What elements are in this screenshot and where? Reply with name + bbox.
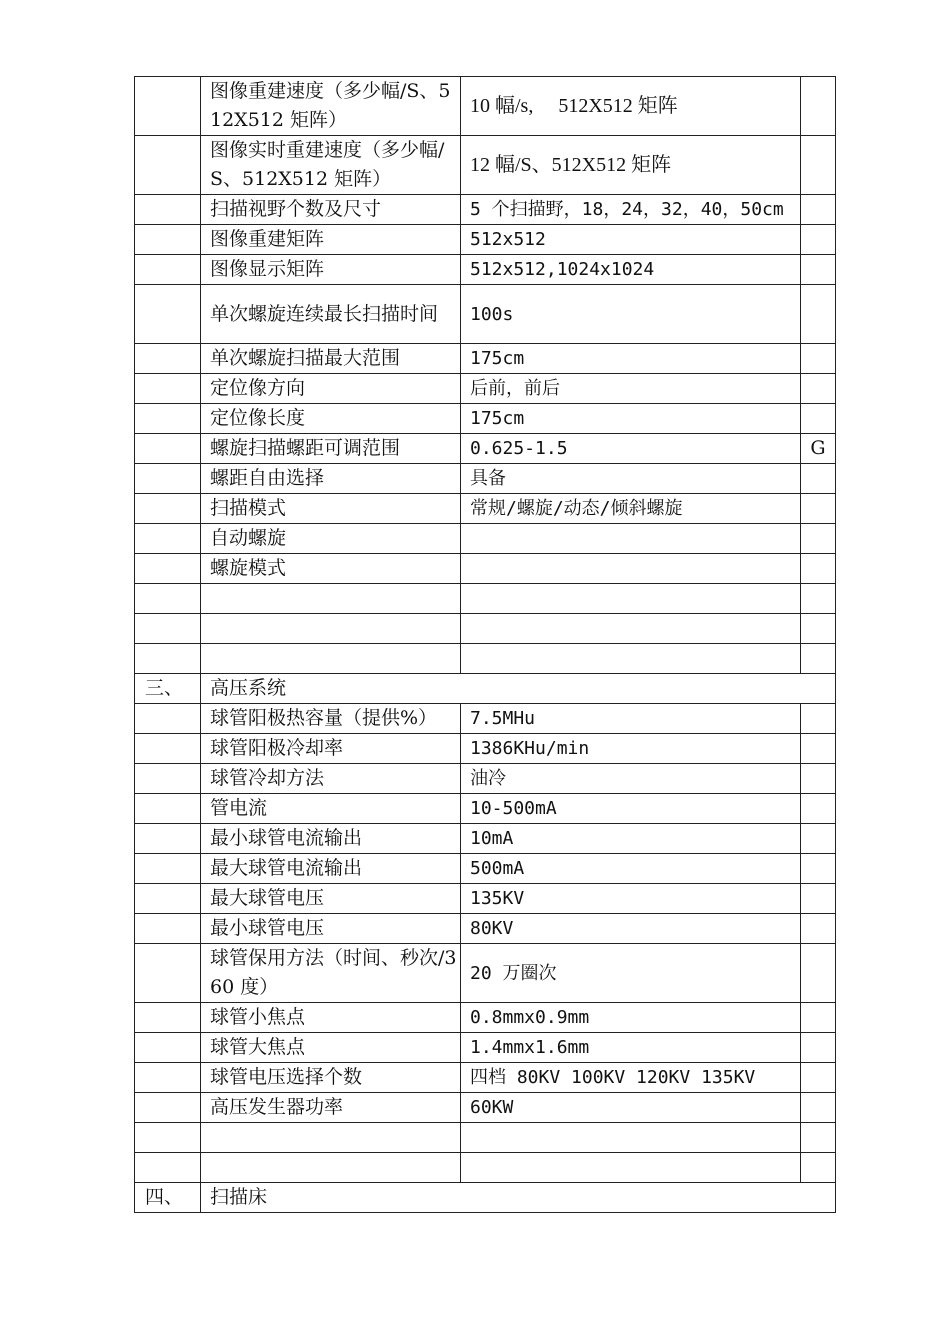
row-number-cell xyxy=(135,1003,201,1033)
row-number-cell xyxy=(135,1063,201,1093)
row-number-cell xyxy=(135,584,201,614)
row-number-cell xyxy=(135,1153,201,1183)
row-number-cell xyxy=(135,824,201,854)
row-number-cell xyxy=(135,854,201,884)
flag-cell: G xyxy=(801,434,836,464)
parameter-cell: 最大球管电压 xyxy=(201,884,461,914)
flag-cell xyxy=(801,136,836,195)
value-cell xyxy=(461,614,801,644)
flag-cell xyxy=(801,884,836,914)
row-number-cell xyxy=(135,464,201,494)
value-cell: 10 幅/s, 512X512 矩阵 xyxy=(461,77,801,136)
parameter-cell: 球管阳极热容量（提供%） xyxy=(201,704,461,734)
row-number-cell xyxy=(135,344,201,374)
table-row xyxy=(135,1123,836,1153)
value-cell: 135KV xyxy=(461,884,801,914)
row-number-cell xyxy=(135,225,201,255)
value-cell xyxy=(461,1123,801,1153)
parameter-cell: 最大球管电流输出 xyxy=(201,854,461,884)
row-number-cell xyxy=(135,794,201,824)
value-cell: 后前，前后 xyxy=(461,374,801,404)
value-cell: 7.5MHu xyxy=(461,704,801,734)
flag-cell xyxy=(801,374,836,404)
table-row xyxy=(135,884,836,914)
table-row xyxy=(135,344,836,374)
value-cell: 100s xyxy=(461,285,801,344)
value-cell: 12 幅/S、512X512 矩阵 xyxy=(461,136,801,195)
parameter-cell: 球管阳极冷却率 xyxy=(201,734,461,764)
flag-cell xyxy=(801,344,836,374)
parameter-cell: 球管冷却方法 xyxy=(201,764,461,794)
value-cell: 20 万圈次 xyxy=(461,944,801,1003)
flag-cell xyxy=(801,794,836,824)
row-number-cell xyxy=(135,285,201,344)
parameter-cell: 球管保用方法（时间、秒次/360 度） xyxy=(201,944,461,1003)
row-number-cell xyxy=(135,704,201,734)
parameter-cell: 图像实时重建速度（多少幅/S、512X512 矩阵） xyxy=(201,136,461,195)
parameter-cell: 单次螺旋连续最长扫描时间 xyxy=(201,285,461,344)
flag-cell xyxy=(801,764,836,794)
table-row xyxy=(135,464,836,494)
table-row xyxy=(135,554,836,584)
table-row xyxy=(135,1063,836,1093)
flag-cell xyxy=(801,554,836,584)
value-cell: 512x512,1024x1024 xyxy=(461,255,801,285)
flag-cell xyxy=(801,285,836,344)
parameter-cell: 图像重建矩阵 xyxy=(201,225,461,255)
parameter-cell: 单次螺旋扫描最大范围 xyxy=(201,344,461,374)
row-number-cell xyxy=(135,434,201,464)
spec-table xyxy=(134,76,836,1213)
table-row xyxy=(135,195,836,225)
table-row xyxy=(135,1093,836,1123)
table-row xyxy=(135,944,836,1003)
row-number-cell xyxy=(135,764,201,794)
flag-cell xyxy=(801,614,836,644)
parameter-cell: 扫描模式 xyxy=(201,494,461,524)
table-row xyxy=(135,704,836,734)
value-cell: 60KW xyxy=(461,1093,801,1123)
section-number: 四、 xyxy=(135,1183,201,1213)
flag-cell xyxy=(801,944,836,1003)
flag-cell xyxy=(801,824,836,854)
table-row xyxy=(135,225,836,255)
section-title: 扫描床 xyxy=(201,1183,836,1213)
table-row xyxy=(135,644,836,674)
value-cell: 500mA xyxy=(461,854,801,884)
value-cell: 常规/螺旋/动态/倾斜螺旋 xyxy=(461,494,801,524)
flag-cell xyxy=(801,404,836,434)
value-cell: 1.4mmx1.6mm xyxy=(461,1033,801,1063)
flag-cell xyxy=(801,734,836,764)
row-number-cell xyxy=(135,374,201,404)
row-number-cell xyxy=(135,1093,201,1123)
value-cell: 512x512 xyxy=(461,225,801,255)
flag-cell xyxy=(801,1123,836,1153)
section-title: 高压系统 xyxy=(201,674,836,704)
table-row xyxy=(135,824,836,854)
value-cell: 10-500mA xyxy=(461,794,801,824)
row-number-cell xyxy=(135,614,201,644)
parameter-cell xyxy=(201,614,461,644)
parameter-cell: 高压发生器功率 xyxy=(201,1093,461,1123)
row-number-cell xyxy=(135,884,201,914)
parameter-cell: 自动螺旋 xyxy=(201,524,461,554)
flag-cell xyxy=(801,1093,836,1123)
flag-cell xyxy=(801,77,836,136)
table-row xyxy=(135,914,836,944)
row-number-cell xyxy=(135,524,201,554)
table-row xyxy=(135,794,836,824)
value-cell: 175cm xyxy=(461,404,801,434)
section-row xyxy=(135,674,836,704)
row-number-cell xyxy=(135,136,201,195)
table-row xyxy=(135,136,836,195)
table-row xyxy=(135,584,836,614)
table-row xyxy=(135,1003,836,1033)
value-cell: 175cm xyxy=(461,344,801,374)
value-cell: 1386KHu/min xyxy=(461,734,801,764)
value-cell: 10mA xyxy=(461,824,801,854)
flag-cell xyxy=(801,704,836,734)
table-row xyxy=(135,77,836,136)
parameter-cell: 定位像方向 xyxy=(201,374,461,404)
flag-cell xyxy=(801,1033,836,1063)
table-row xyxy=(135,374,836,404)
row-number-cell xyxy=(135,404,201,434)
table-row xyxy=(135,494,836,524)
parameter-cell: 球管小焦点 xyxy=(201,1003,461,1033)
flag-cell xyxy=(801,644,836,674)
parameter-cell: 图像重建速度（多少幅/S、512X512 矩阵） xyxy=(201,77,461,136)
parameter-cell: 螺旋扫描螺距可调范围 xyxy=(201,434,461,464)
flag-cell xyxy=(801,1063,836,1093)
flag-cell xyxy=(801,494,836,524)
row-number-cell xyxy=(135,1033,201,1063)
value-cell: 四档 80KV 100KV 120KV 135KV xyxy=(461,1063,801,1093)
value-cell: 油冷 xyxy=(461,764,801,794)
row-number-cell xyxy=(135,77,201,136)
table-row xyxy=(135,434,836,464)
value-cell xyxy=(461,644,801,674)
value-cell: 0.625-1.5 xyxy=(461,434,801,464)
flag-cell xyxy=(801,225,836,255)
parameter-cell: 螺旋模式 xyxy=(201,554,461,584)
table-row xyxy=(135,764,836,794)
table-row xyxy=(135,404,836,434)
parameter-cell: 扫描视野个数及尺寸 xyxy=(201,195,461,225)
parameter-cell xyxy=(201,1123,461,1153)
value-cell: 0.8mmx0.9mm xyxy=(461,1003,801,1033)
parameter-cell xyxy=(201,584,461,614)
row-number-cell xyxy=(135,644,201,674)
table-row xyxy=(135,734,836,764)
flag-cell xyxy=(801,195,836,225)
parameter-cell xyxy=(201,644,461,674)
parameter-cell: 螺距自由选择 xyxy=(201,464,461,494)
row-number-cell xyxy=(135,944,201,1003)
row-number-cell xyxy=(135,734,201,764)
parameter-cell: 球管电压选择个数 xyxy=(201,1063,461,1093)
value-cell: 具备 xyxy=(461,464,801,494)
table-row xyxy=(135,255,836,285)
row-number-cell xyxy=(135,1123,201,1153)
table-row xyxy=(135,1033,836,1063)
value-cell xyxy=(461,584,801,614)
row-number-cell xyxy=(135,255,201,285)
value-cell xyxy=(461,554,801,584)
section-row xyxy=(135,1183,836,1213)
flag-cell xyxy=(801,255,836,285)
parameter-cell: 球管大焦点 xyxy=(201,1033,461,1063)
value-cell: 5 个扫描野，18，24，32，40，50cm xyxy=(461,195,801,225)
parameter-cell: 最小球管电流输出 xyxy=(201,824,461,854)
table-row xyxy=(135,285,836,344)
flag-cell xyxy=(801,464,836,494)
table-row xyxy=(135,854,836,884)
flag-cell xyxy=(801,854,836,884)
parameter-cell: 最小球管电压 xyxy=(201,914,461,944)
value-cell xyxy=(461,524,801,554)
flag-cell xyxy=(801,914,836,944)
row-number-cell xyxy=(135,195,201,225)
parameter-cell xyxy=(201,1153,461,1183)
flag-cell xyxy=(801,1153,836,1183)
flag-cell xyxy=(801,524,836,554)
spec-table-body xyxy=(135,77,836,1213)
row-number-cell xyxy=(135,494,201,524)
parameter-cell: 管电流 xyxy=(201,794,461,824)
flag-cell xyxy=(801,584,836,614)
value-cell: 80KV xyxy=(461,914,801,944)
parameter-cell: 图像显示矩阵 xyxy=(201,255,461,285)
flag-cell xyxy=(801,1003,836,1033)
row-number-cell xyxy=(135,554,201,584)
table-row xyxy=(135,1153,836,1183)
table-row xyxy=(135,614,836,644)
row-number-cell xyxy=(135,914,201,944)
parameter-cell: 定位像长度 xyxy=(201,404,461,434)
value-cell xyxy=(461,1153,801,1183)
section-number: 三、 xyxy=(135,674,201,704)
table-row xyxy=(135,524,836,554)
